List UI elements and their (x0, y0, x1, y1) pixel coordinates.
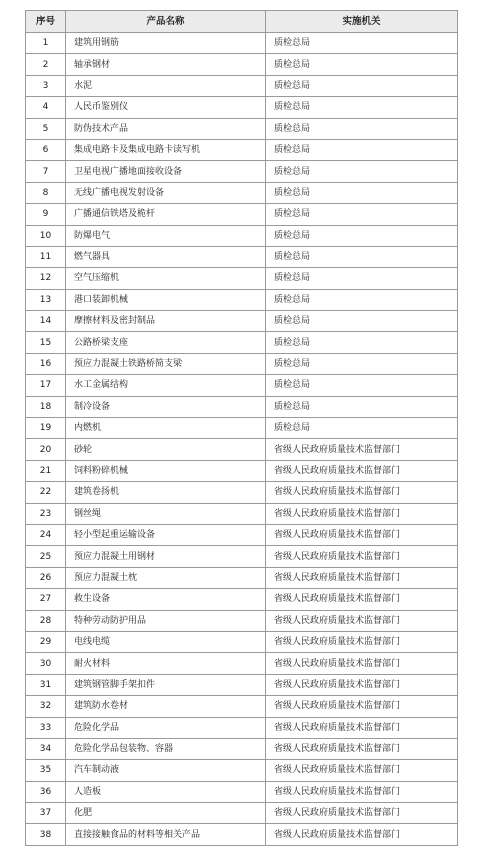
row-index: 28 (26, 610, 66, 631)
row-product-name: 救生设备 (66, 589, 266, 610)
row-index: 23 (26, 503, 66, 524)
row-product-name: 摩擦材料及密封制品 (66, 311, 266, 332)
row-agency: 省级人民政府质量技术监督部门 (266, 760, 458, 781)
row-agency: 省级人民政府质量技术监督部门 (266, 503, 458, 524)
table-row (26, 311, 458, 332)
row-index: 1 (26, 33, 66, 54)
table-row (26, 182, 458, 203)
header-product-name: 产品名称 (66, 11, 266, 33)
row-index: 26 (26, 567, 66, 588)
row-agency: 省级人民政府质量技术监督部门 (266, 696, 458, 717)
product-license-table-container (25, 10, 457, 846)
row-index: 24 (26, 524, 66, 545)
row-product-name: 直接接触食品的材料等相关产品 (66, 824, 266, 845)
row-product-name: 钢丝绳 (66, 503, 266, 524)
table-row (26, 803, 458, 824)
row-product-name: 水泥 (66, 75, 266, 96)
row-agency: 省级人民政府质量技术监督部门 (266, 717, 458, 738)
row-agency: 质检总局 (266, 289, 458, 310)
table-row (26, 589, 458, 610)
row-product-name: 内燃机 (66, 418, 266, 439)
row-index: 19 (26, 418, 66, 439)
row-agency: 省级人民政府质量技术监督部门 (266, 674, 458, 695)
row-product-name: 预应力混凝土铁路桥简支梁 (66, 353, 266, 374)
row-product-name: 饲料粉碎机械 (66, 460, 266, 481)
row-product-name: 公路桥梁支座 (66, 332, 266, 353)
table-row (26, 439, 458, 460)
row-index: 33 (26, 717, 66, 738)
row-product-name: 建筑防水卷材 (66, 696, 266, 717)
row-index: 15 (26, 332, 66, 353)
row-index: 7 (26, 161, 66, 182)
row-product-name: 建筑用钢筋 (66, 33, 266, 54)
header-agency: 实施机关 (266, 11, 458, 33)
row-product-name: 防伪技术产品 (66, 118, 266, 139)
row-agency: 省级人民政府质量技术监督部门 (266, 460, 458, 481)
row-index: 34 (26, 738, 66, 759)
table-row (26, 503, 458, 524)
table-row (26, 717, 458, 738)
table-row (26, 674, 458, 695)
row-index: 9 (26, 204, 66, 225)
row-agency: 省级人民政府质量技术监督部门 (266, 439, 458, 460)
row-product-name: 电线电缆 (66, 631, 266, 652)
row-product-name: 化肥 (66, 803, 266, 824)
row-index: 35 (26, 760, 66, 781)
table-row (26, 482, 458, 503)
row-product-name: 轴承钢材 (66, 54, 266, 75)
row-index: 36 (26, 781, 66, 802)
table-row (26, 246, 458, 267)
row-agency: 质检总局 (266, 33, 458, 54)
row-index: 27 (26, 589, 66, 610)
table-row (26, 97, 458, 118)
row-index: 29 (26, 631, 66, 652)
row-index: 14 (26, 311, 66, 332)
table-row (26, 204, 458, 225)
table-row (26, 332, 458, 353)
row-index: 25 (26, 546, 66, 567)
table-row (26, 460, 458, 481)
row-product-name: 预应力混凝土枕 (66, 567, 266, 588)
table-row (26, 524, 458, 545)
row-product-name: 防爆电气 (66, 225, 266, 246)
row-agency: 质检总局 (266, 375, 458, 396)
row-agency: 质检总局 (266, 311, 458, 332)
table-row (26, 418, 458, 439)
row-product-name: 制冷设备 (66, 396, 266, 417)
header-index: 序号 (26, 11, 66, 33)
row-agency: 质检总局 (266, 332, 458, 353)
row-index: 3 (26, 75, 66, 96)
row-agency: 省级人民政府质量技术监督部门 (266, 803, 458, 824)
row-agency: 省级人民政府质量技术监督部门 (266, 781, 458, 802)
row-product-name: 港口装卸机械 (66, 289, 266, 310)
row-agency: 质检总局 (266, 396, 458, 417)
table-row (26, 75, 458, 96)
table-row (26, 139, 458, 160)
product-license-table (25, 10, 458, 846)
row-agency: 质检总局 (266, 75, 458, 96)
row-index: 38 (26, 824, 66, 845)
table-row (26, 631, 458, 652)
row-index: 11 (26, 246, 66, 267)
row-product-name: 人造板 (66, 781, 266, 802)
row-index: 37 (26, 803, 66, 824)
row-index: 31 (26, 674, 66, 695)
row-agency: 质检总局 (266, 418, 458, 439)
row-product-name: 建筑钢管脚手架扣件 (66, 674, 266, 695)
table-row (26, 289, 458, 310)
row-product-name: 水工金属结构 (66, 375, 266, 396)
table-row (26, 546, 458, 567)
row-agency: 质检总局 (266, 139, 458, 160)
row-index: 13 (26, 289, 66, 310)
table-row (26, 54, 458, 75)
table-row (26, 268, 458, 289)
row-agency: 质检总局 (266, 353, 458, 374)
row-product-name: 卫星电视广播地面接收设备 (66, 161, 266, 182)
row-index: 10 (26, 225, 66, 246)
row-agency: 质检总局 (266, 54, 458, 75)
row-index: 21 (26, 460, 66, 481)
row-product-name: 轻小型起重运输设备 (66, 524, 266, 545)
row-product-name: 建筑卷扬机 (66, 482, 266, 503)
table-row (26, 161, 458, 182)
table-row (26, 824, 458, 845)
table-row (26, 353, 458, 374)
table-row (26, 653, 458, 674)
row-agency: 省级人民政府质量技术监督部门 (266, 482, 458, 503)
table-row (26, 760, 458, 781)
row-agency: 质检总局 (266, 204, 458, 225)
row-agency: 省级人民政府质量技术监督部门 (266, 567, 458, 588)
row-agency: 省级人民政府质量技术监督部门 (266, 631, 458, 652)
row-index: 6 (26, 139, 66, 160)
row-product-name: 汽车制动液 (66, 760, 266, 781)
row-product-name: 人民币鉴别仪 (66, 97, 266, 118)
row-index: 2 (26, 54, 66, 75)
row-index: 18 (26, 396, 66, 417)
row-index: 22 (26, 482, 66, 503)
row-agency: 质检总局 (266, 182, 458, 203)
table-header (26, 11, 458, 33)
row-agency: 省级人民政府质量技术监督部门 (266, 653, 458, 674)
table-row (26, 610, 458, 631)
table-row (26, 33, 458, 54)
row-index: 5 (26, 118, 66, 139)
table-row (26, 225, 458, 246)
row-agency: 省级人民政府质量技术监督部门 (266, 524, 458, 545)
row-product-name: 预应力混凝土用钢材 (66, 546, 266, 567)
row-product-name: 集成电路卡及集成电路卡读写机 (66, 139, 266, 160)
row-index: 17 (26, 375, 66, 396)
row-index: 4 (26, 97, 66, 118)
row-agency: 质检总局 (266, 246, 458, 267)
row-agency: 质检总局 (266, 225, 458, 246)
row-product-name: 无线广播电视发射设备 (66, 182, 266, 203)
table-body (26, 33, 458, 846)
row-index: 32 (26, 696, 66, 717)
table-row (26, 567, 458, 588)
row-index: 16 (26, 353, 66, 374)
table-row (26, 781, 458, 802)
row-product-name: 空气压缩机 (66, 268, 266, 289)
row-agency: 质检总局 (266, 268, 458, 289)
table-row (26, 396, 458, 417)
header-row (26, 11, 458, 33)
row-product-name: 砂轮 (66, 439, 266, 460)
row-product-name: 危险化学品 (66, 717, 266, 738)
row-index: 8 (26, 182, 66, 203)
row-product-name: 燃气器具 (66, 246, 266, 267)
table-row (26, 375, 458, 396)
row-index: 30 (26, 653, 66, 674)
row-agency: 省级人民政府质量技术监督部门 (266, 824, 458, 845)
row-agency: 省级人民政府质量技术监督部门 (266, 610, 458, 631)
row-agency: 质检总局 (266, 161, 458, 182)
row-product-name: 危险化学品包装物、容器 (66, 738, 266, 759)
row-index: 12 (26, 268, 66, 289)
table-row (26, 696, 458, 717)
table-row (26, 738, 458, 759)
row-agency: 省级人民政府质量技术监督部门 (266, 589, 458, 610)
row-agency: 省级人民政府质量技术监督部门 (266, 546, 458, 567)
row-product-name: 特种劳动防护用品 (66, 610, 266, 631)
row-agency: 质检总局 (266, 97, 458, 118)
row-agency: 质检总局 (266, 118, 458, 139)
row-product-name: 广播通信铁塔及桅杆 (66, 204, 266, 225)
row-agency: 省级人民政府质量技术监督部门 (266, 738, 458, 759)
row-product-name: 耐火材料 (66, 653, 266, 674)
row-index: 20 (26, 439, 66, 460)
table-row (26, 118, 458, 139)
